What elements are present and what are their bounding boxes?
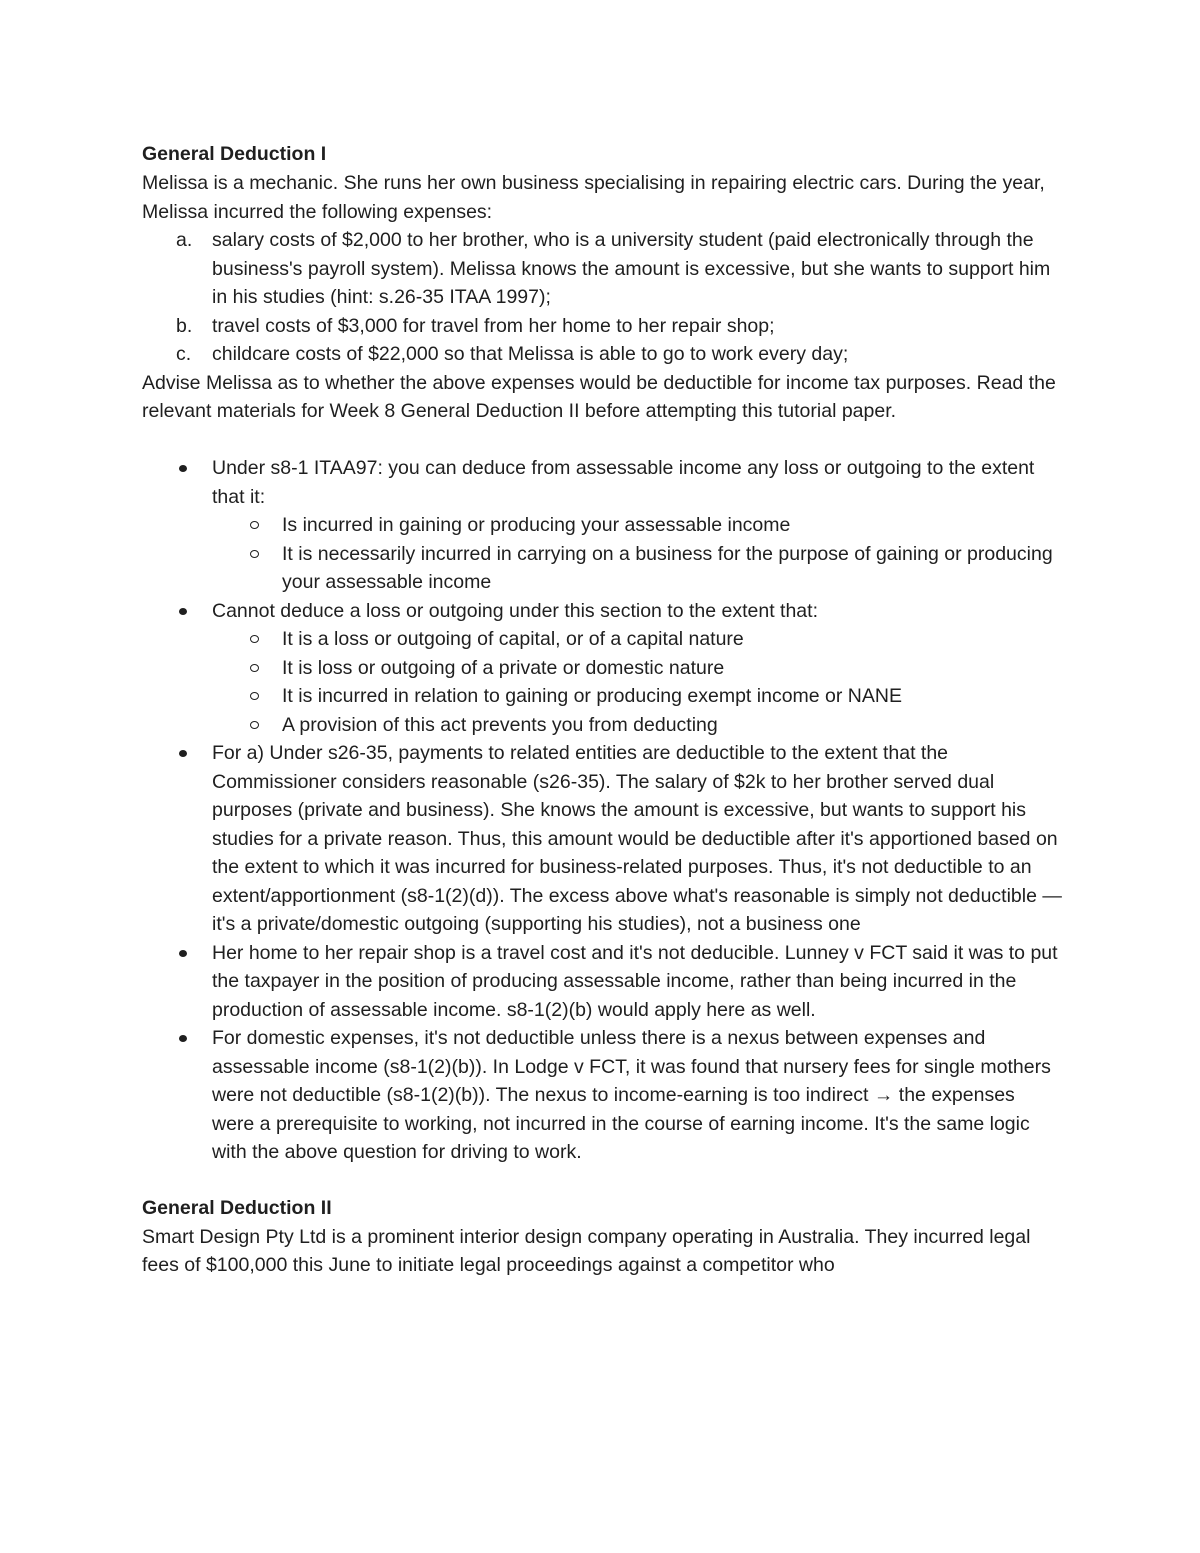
question-intro-2: Smart Design Pty Ltd is a prominent interior design company operating in Australia. They incurred legal fees of $100,000 this June to initiate legal proceedings against a competitor who — [142, 1225, 1031, 1276]
section-heading-general-deduction-1: General Deduction I — [142, 143, 327, 165]
bullet-item — [142, 739, 1062, 939]
list-item-text: childcare costs of $22,000 so that Melissa is able to go to work every day; — [212, 343, 849, 365]
bullet-item — [142, 597, 1062, 740]
list-item-text: travel costs of $3,000 for travel from her home to her repair shop; — [212, 314, 775, 337]
sub-bullet-item — [212, 625, 1062, 654]
bullet-icon — [179, 465, 187, 472]
bullet-text: For domestic expenses, it's not deductible unless there is a nexus between expenses and assessable income (s8-1(2)(b)). In Lodge v FCT, it was found that nursery fees for single mothers were not deductible (s8-1(2)(b)). The nexus to income-earning is too indirect → the expenses were a prerequisite to working, not incurred in the course of earning income. It's the same logic with the above question for driving to work. — [212, 1027, 1051, 1163]
sub-bullet-list — [212, 511, 1062, 597]
bullet-item — [142, 939, 1062, 1025]
bullet-text: For a) Under s26-35, payments to related entities are deductible to the extent that the Commissioner considers reasonable (s26-35). The salary of $2k to her brother served dual purposes (private and business). She knows the amount is excessive, but wants to support his studies for a private reason. Thus, this amount would be deductible after it's apportioned based on the extent to which it was incurred for business-related purposes. Thus, it's not deductible to an extent/apportionment (s8-1(2)(d)). The excess above what's reasonable is simply not deductible — it's a private/domestic outgoing (supporting his studies), not a business one — [212, 742, 1062, 935]
sub-bullet-list — [212, 625, 1062, 739]
bullet-text: Her home to her repair shop is a travel cost and it's not deducible. Lunney v FCT said it was to put the taxpayer in the position of producing assessable income, rather than being incurred in the production of assessable income. s8-1(2)(b) would apply here as well. — [212, 941, 1058, 1021]
hollow-bullet-icon — [250, 664, 259, 672]
hollow-bullet-icon — [250, 550, 259, 558]
sub-bullet-text: A provision of this act prevents you from deducting — [282, 713, 718, 736]
hollow-bullet-icon — [250, 521, 259, 529]
hollow-bullet-icon — [250, 721, 259, 729]
sub-bullet-text: It is incurred in relation to gaining or producing exempt income or NANE — [282, 685, 902, 707]
bullet-item — [142, 1024, 1062, 1167]
expense-list — [142, 226, 1062, 369]
hollow-bullet-icon — [250, 692, 259, 700]
blank-line — [142, 426, 1062, 455]
list-marker: a. — [176, 229, 193, 251]
bullet-icon — [179, 608, 187, 615]
bullet-icon — [179, 950, 187, 957]
list-item — [142, 340, 1062, 369]
list-item-text: salary costs of $2,000 to her brother, who is a university student (paid electronically through the business's payroll system). Melissa knows the amount is excessive, but she wants to support him in his studies (hint: s.26-35 ITAA 1997); — [212, 229, 1051, 308]
bullet-icon — [179, 1035, 187, 1042]
document-page — [142, 140, 1062, 1280]
sub-bullet-text: It is loss or outgoing of a private or domestic nature — [282, 656, 725, 679]
sub-bullet-item — [212, 682, 1062, 711]
hollow-bullet-icon — [250, 635, 259, 643]
sub-bullet-item — [212, 711, 1062, 740]
list-item — [142, 226, 1062, 312]
sub-bullet-item — [212, 540, 1062, 597]
bullet-icon — [179, 750, 187, 757]
list-marker: c. — [176, 343, 192, 365]
section-heading-general-deduction-2: General Deduction II — [142, 1196, 332, 1219]
list-item — [142, 312, 1062, 341]
bullet-text: Under s8-1 ITAA97: you can deduce from assessable income any loss or outgoing to the extent that it: — [212, 457, 1035, 508]
question-intro: Melissa is a mechanic. She runs her own business specialising in repairing electric cars. During the year, Melissa incurred the following expenses: — [142, 172, 1045, 223]
sub-bullet-text: Is incurred in gaining or producing your assessable income — [282, 514, 791, 536]
sub-bullet-item — [212, 511, 1062, 540]
advise-instruction: Advise Melissa as to whether the above expenses would be deductible for income tax purposes. Read the relevant materials for Week 8 General Deduction II before attempting this tutorial paper. — [142, 371, 1056, 422]
sub-bullet-text: It is a loss or outgoing of capital, or of a capital nature — [282, 628, 744, 650]
answer-bullet-list — [142, 454, 1062, 1167]
bullet-text: Cannot deduce a loss or outgoing under this section to the extent that: — [212, 599, 818, 622]
bullet-item — [142, 454, 1062, 597]
sub-bullet-item — [212, 654, 1062, 683]
sub-bullet-text: It is necessarily incurred in carrying on a business for the purpose of gaining or producing your assessable income — [282, 542, 1053, 593]
list-marker: b. — [176, 314, 193, 337]
